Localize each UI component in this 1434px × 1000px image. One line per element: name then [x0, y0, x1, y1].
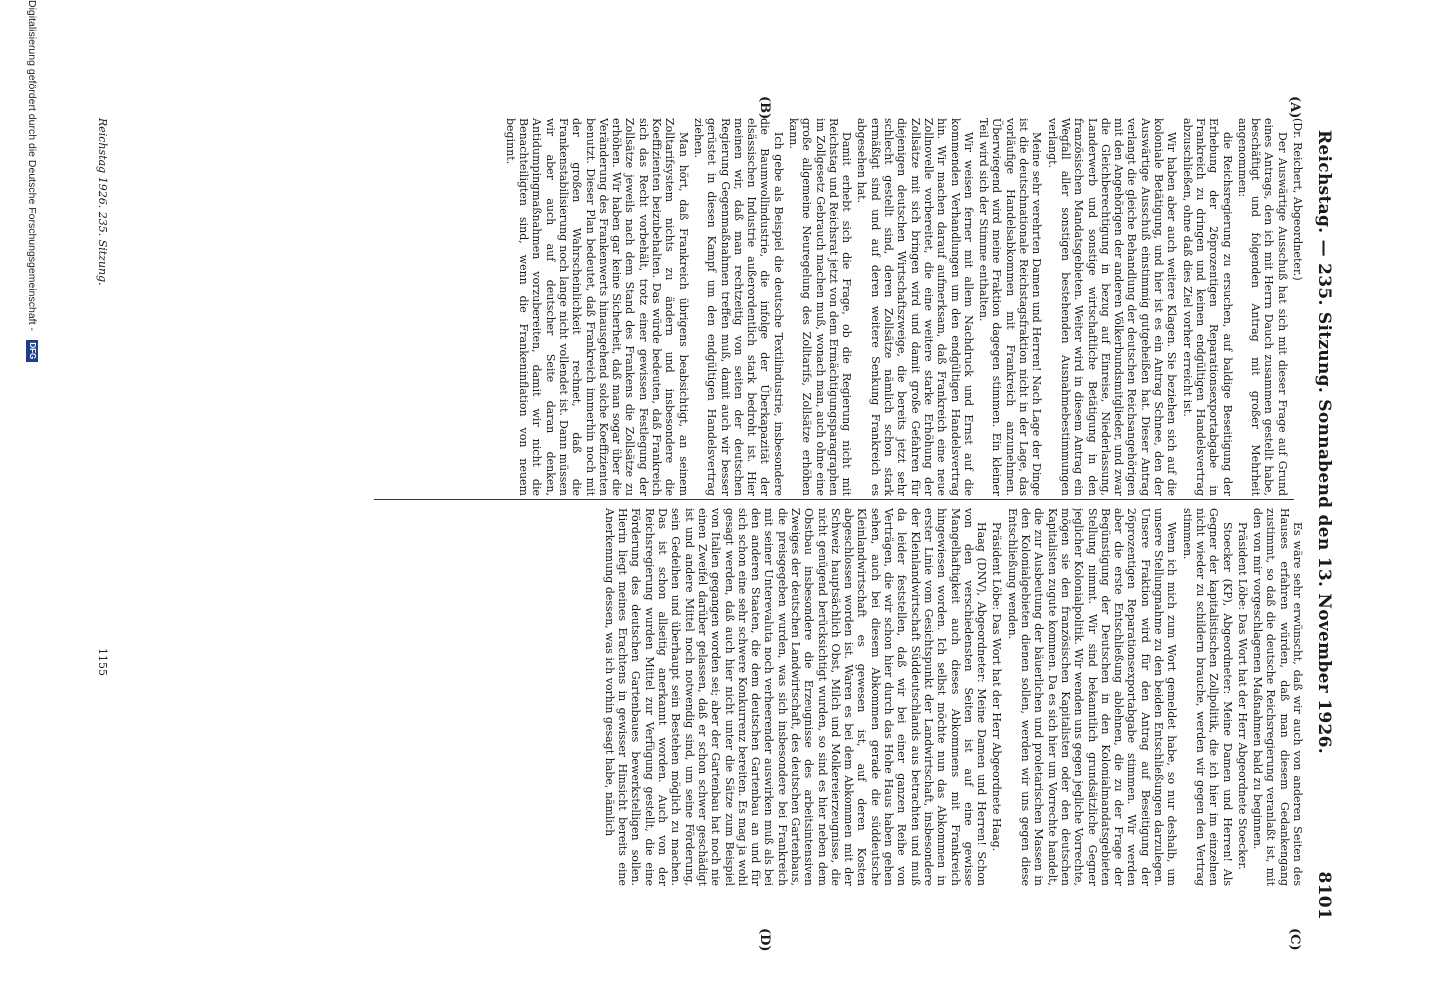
right-column — [84, 508, 1304, 886]
paragraph: Damit erhebt sich die Frage, ob die Regierung nicht mit Reichstag und Reichsrat jetzt von dem Ermächtigungsparagraphen im Zollgesetz Gebrauch machen muß, wonach man, auch ohne eine große allgemeine Neuregelung des Zolltarifs, Zollsätze erhöhen kann. — [787, 118, 854, 496]
header-title: Reichstag. — 235. Sitzung. Sonnabend den 13. November 1926. — [1314, 130, 1334, 754]
paragraph: Stoecker (KP), Abgeordneter: Meine Damen und Herren! Als Gegner der kapitalistischen Zollpolitik, die ich hier im einzelnen nicht wieder zu schildern brauche, werden wir gegen den Vertrag stimmen. — [1180, 508, 1234, 886]
speaker-attribution: (Dr. Reichert, Abgeordneter.) — [1291, 118, 1304, 281]
column-divider — [374, 499, 1294, 500]
digitization-credit — [8, 0, 38, 1000]
dfg-logo-icon: DFG — [26, 340, 38, 362]
paragraph: Meine sehr verehrten Damen und Herren! Nach Lage der Dinge ist die deutschnationale Reichstagsfraktion nicht in der Lage, das vorläufige Handelsabkommen mit Frankreich anzunehmen. Überwiegend wird meine Fraktion dagegen stimmen. Ein kleiner Teil wird sich der Stimme enthalten. — [977, 118, 1044, 496]
margin-marker-a: (A) — [1287, 96, 1302, 119]
paragraph: Wir weisen ferner mit allem Nachdruck und Ernst auf die kommenden Verhandlungen um den endgültigen Handelsvertrag hin. Wir machen darauf aufmerksam, daß Frankreich eine neue Zollnovelle vorbereitet, die eine weitere starke Erhöhung der Zollsätze mit sich bringen wird und damit große Gefahren für diejenigen deutschen Wirtschaftszweige, die bereits jetzt sehr schlecht gestellt sind, deren Zollsätze nämlich schon stark ermäßigt sind und auf deren weitere Senkung Frankreich es abgesehen hat. — [855, 118, 975, 496]
paragraph: Ich gebe als Beispiel die deutsche Textilindustrie, insbesondere die Baumwollindustrie, die infolge der Überkapazität der elsässischen Industrie außerordentlich stark bedroht ist. Hier meinen wir, daß man rechtzeitig von seiten der deutschen Regierung Gegenmaßnahmen treffen muß, damit auch wir besser gerüstet in diesen Kampf um den endgültigen Handelsvertrag ziehen. — [691, 118, 785, 496]
paragraph: Es wäre sehr erwünscht, daß wir auch von anderen Seiten des Hauses erfahren würden, daß man diesem Gedankengang zustimmt, so daß die deutsche Reichsregierung veranlaßt ist, mit den von mir vorgeschlagenen Maßnahmen bald zu beginnen. — [1251, 508, 1304, 886]
margin-marker-b: (B) — [757, 96, 772, 120]
paragraph: Wir haben aber auch weitere Klagen. Sie beziehen sich auf die koloniale Betätigung, und hier ist es ein Antrag Schnee, den der Auswärtige Ausschuß einstimmig gutgeheißen hat. Dieser Antrag verlangt die gleiche Behandlung der deutschen Reichsangehörigen mit den Angehörigen der anderen Völkerbundsmitglieder, und zwar die Gleichberechtigung in bezug auf Einreise, Niederlassung, Landerwerb und sonstige wirtschaftliche Betätigung in den französischen Mandatsgebieten. Weiter wird in diesem Antrag ein Wegfall aller sonstigen bestehenden Ausnahmebestimmungen verlangt. — [1045, 118, 1179, 496]
paragraph: Man hört, daß Frankreich übrigens beabsichtigt, an seinem Zolltarifsystem nichts zu ändern und insbesondere die Koeffizienten beizubehalten. Das würde bedeuten, daß Frankreich sich das Recht vorbehält, trotz einer gewissen Festlegung der Zollsätze jeweils nach dem Stand des Frankens die Zollsätze zu erhöhen. Wir haben gar keine Sicherheit, daß man sogar über die Veränderung des Frankenwerts hinausgehend solche Koeffizienten benutzt. Dieser Plan bedeutet, daß Frankreich immerhin noch mit der großen Wahrscheinlichkeit rechnet, daß die Frankenstabilisierung noch lange nicht vollendet ist. Dann müssen wir aber auch auf deutscher Seite daran denken, Antidumpingmaßnahmen vorzubereiten, damit wir nicht die Benachteiligten sind, wenn die Frankeninflation von neuem beginnt. — [503, 118, 690, 496]
motion-quote: die Reichsregierung zu ersuchen, auf baldige Beseitigung der Erhebung der 26prozentigen Reparationsexportabgabe in Frankreich zu dringen und keinen endgültigen Handelsvertrag abzuschließen, ohne daß dies Ziel vorher erreicht ist. — [1180, 118, 1234, 496]
margin-marker-d: (D) — [757, 928, 772, 952]
header-page-number: 8101 — [1314, 871, 1334, 920]
footer-session-label: Reichstag 1926. 235. Sitzung. — [96, 118, 109, 286]
page-header — [1298, 90, 1338, 920]
president-statement: Präsident Löbe: Das Wort hat der Herr Abgeordnete Stoecker. — [1235, 522, 1249, 870]
paragraph: Der Auswärtige Ausschuß hat sich mit dieser Frage auf Grund eines Antrags, den ich mit Herrn Dauch zusammen gestellt habe, beschäftigt und folgenden Antrag mit großer Mehrheit angenommen: — [1235, 118, 1289, 496]
credit-text: Digitalisierung gefördert durch die Deutsche Forschungsgemeinschaft - — [26, 0, 38, 331]
paragraph: Wenn ich mich zum Wort gemeldet habe, so nur deshalb, um unsere Stellungnahme zu den beiden Entschließungen darzulegen. Unsere Fraktion wird für den Antrag auf Beseitigung der 26prozentigen Reparationsexportabgabe stimmen. Wir werden aber die erste Entschließung ablehnen, die zu der Frage der Begünstigung der Deutschen in den Kolonialmandatsgebieten Stellung nimmt. Wir sind bekanntlich grundsätzliche Gegner jeglicher Kolonialpolitik. Wir wenden uns gegen jegliche Vorrechte, mögen sie den französischen Kapitalisten oder den deutschen Kapitalisten zugute kommen. Da es sich hier um Vorrechte handelt, die zur Ausbeutung der bäuerlichen und proletarischen Massen in den Kolonialgebieten dienen sollen, werden wir uns gegen diese Entschließung wenden. — [1005, 508, 1179, 886]
paragraph: Haag (DNV), Abgeordneter: Meine Damen und Herren! Schon von den verschiedensten Seiten ist auf eine gewisse Mangelhaftigkeit auch dieses Abkommens mit Frankreich hingewiesen worden. Ich selbst möchte nun das Abkommen in erster Linie vom Gesichtspunkt der Landwirtschaft, insbesondere der Kleinlandwirtschaft Süddeutschlands aus betrachten und muß da leider feststellen, daß wir bei einer ganzen Reihe von Verträgen, die wir schon hier durch das Hohe Haus haben gehen sehen, auch bei diesem Abkommen gerade die süddeutsche Kleinlandwirtschaft es gewesen ist, auf deren Kosten abgeschlossen worden ist. Waren es bei dem Abkommen mit der Schweiz hauptsächlich Obst, Milch und Molkereierzeugnisse, die nicht genügend berücksichtigt wurden, so sind es hier neben dem Obstbau insbesondere die Erzeugnisse des arbeitsintensiven Zweiges der deutschen Landwirtschaft, des deutschen Gartenbaus, die preisgegeben wurden, was sich insbesondere bei Frankreich mit seiner Unterevaluta noch verheerender auswirken muß als bei den anderen Staaten, die dem deutschen Gartenbau an und für sich schon eine sehr schwere Konkurrenz bereiten. Es mag ja wohl gesagt werden, daß auch hier nicht unter die Sätze zum Beispiel von Italien gegangen worden sei; aber der Gartenbau hat noch nie einen Zweifel darüber gelassen, daß er schon schwer geschädigt ist und andere Mittel noch notwendig sind, um seine Förderung, sein Gedeihen und überhaupt sein Bestehen möglich zu machen. Das ist schon allseitig anerkannt worden. Auch von der Reichsregierung wurden Mittel zur Verfügung gestellt, die eine Förderung des deutschen Gartenbaues bewerkstelligen sollen. Hierin liegt meines Erachtens in gewisser Hinsicht bereits eine Anerkennung dessen, was ich vorhin gesagt habe, nämlich — [602, 508, 989, 886]
margin-marker-c: (C) — [1287, 928, 1302, 951]
footer-page-sequence: 1155 — [96, 648, 109, 676]
president-statement: Präsident Löbe: Das Wort hat der Herr Abgeordnete Haag. — [990, 522, 1004, 852]
left-column — [84, 118, 1304, 496]
